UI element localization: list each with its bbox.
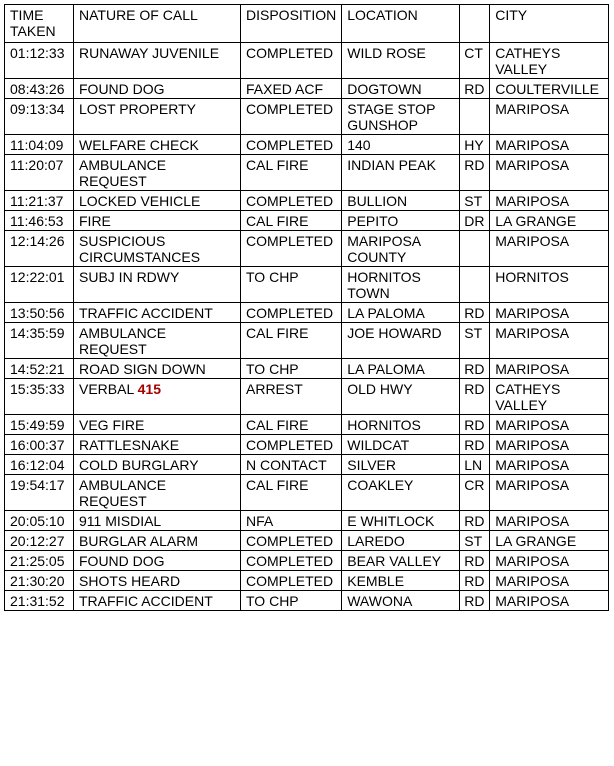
nature-cell	[74, 135, 241, 155]
suffix-cell-text: RD	[464, 573, 485, 589]
disposition-cell-text: COMPLETED	[246, 193, 334, 209]
location-cell	[342, 435, 460, 455]
disposition-cell-text: CAL FIRE	[246, 325, 309, 341]
table-row	[5, 231, 609, 267]
city-cell-text: MARIPOSA	[495, 593, 570, 609]
disposition-cell	[241, 591, 342, 611]
location-cell	[342, 455, 460, 475]
location-cell-text: KEMBLE	[347, 573, 405, 589]
nature-cell-text: FOUND DOG	[79, 81, 165, 97]
disposition-cell-text: CAL FIRE	[246, 213, 309, 229]
location-cell-text: HORNITOS	[347, 417, 421, 433]
nature-cell-text: FIRE	[79, 213, 111, 229]
table-row	[5, 267, 609, 303]
disposition-cell-text: COMPLETED	[246, 305, 334, 321]
city-cell-text: MARIPOSA	[495, 325, 570, 341]
nature-cell-text: LOST PROPERTY	[79, 101, 196, 117]
location-cell	[342, 43, 460, 79]
disposition-cell-text: COMPLETED	[246, 533, 334, 549]
disposition-cell-text: TO CHP	[246, 269, 299, 285]
disposition-cell	[241, 359, 342, 379]
time-cell-text: 15:49:59	[10, 417, 65, 433]
location-cell	[342, 79, 460, 99]
city-cell	[490, 455, 609, 475]
disposition-cell	[241, 415, 342, 435]
time-cell	[5, 475, 74, 511]
suffix-cell	[460, 303, 490, 323]
disposition-cell-text: COMPLETED	[246, 553, 334, 569]
table-row	[5, 191, 609, 211]
disposition-cell	[241, 455, 342, 475]
disposition-cell	[241, 551, 342, 571]
location-cell-text: SILVER	[347, 457, 396, 473]
nature-cell	[74, 79, 241, 99]
suffix-cell-text: RD	[464, 513, 485, 529]
location-cell	[342, 99, 460, 135]
city-cell-text: MARIPOSA	[495, 573, 570, 589]
table-row	[5, 415, 609, 435]
location-cell	[342, 155, 460, 191]
city-cell	[490, 99, 609, 135]
nature-cell-text: ROAD SIGN DOWN	[79, 361, 206, 377]
nature-cell-text: BURGLAR ALARM	[79, 533, 199, 549]
city-cell	[490, 531, 609, 551]
disposition-cell	[241, 135, 342, 155]
suffix-cell	[460, 455, 490, 475]
city-cell-text: MARIPOSA	[495, 513, 570, 529]
table-row	[5, 99, 609, 135]
disposition-cell	[241, 267, 342, 303]
nature-cell	[74, 191, 241, 211]
suffix-cell	[460, 135, 490, 155]
suffix-cell	[460, 79, 490, 99]
location-cell	[342, 359, 460, 379]
disposition-cell-text: COMPLETED	[246, 45, 334, 61]
location-cell	[342, 571, 460, 591]
table-row	[5, 79, 609, 99]
location-cell-text: WILDCAT	[347, 437, 410, 453]
suffix-cell-text: CR	[464, 477, 485, 493]
location-cell	[342, 135, 460, 155]
table-row	[5, 379, 609, 415]
city-cell	[490, 571, 609, 591]
nature-cell	[74, 475, 241, 511]
time-cell	[5, 359, 74, 379]
suffix-cell	[460, 475, 490, 511]
disposition-cell-text: COMPLETED	[246, 437, 334, 453]
city-cell	[490, 359, 609, 379]
time-cell-text: 12:22:01	[10, 269, 65, 285]
location-cell	[342, 211, 460, 231]
nature-cell	[74, 455, 241, 475]
location-cell-text: LA PALOMA	[347, 305, 425, 321]
nature-cell	[74, 267, 241, 303]
disposition-cell-text: CAL FIRE	[246, 477, 309, 493]
nature-cell-text: SUBJ IN RDWY	[79, 269, 180, 285]
location-cell-text: BEAR VALLEY	[347, 553, 442, 569]
nature-cell-text: RATTLESNAKE	[79, 437, 180, 453]
location-cell	[342, 551, 460, 571]
suffix-cell-text: HY	[464, 137, 484, 153]
time-cell-text: 14:35:59	[10, 325, 65, 341]
city-cell-text: MARIPOSA	[495, 305, 570, 321]
suffix-cell-text: RD	[464, 157, 485, 173]
city-cell-text: LA GRANGE	[495, 213, 577, 229]
suffix-cell	[460, 379, 490, 415]
time-cell-text: 20:12:27	[10, 533, 65, 549]
nature-cell-text: AMBULANCE REQUEST	[79, 325, 167, 357]
table-row	[5, 43, 609, 79]
nature-cell-text: SUSPICIOUS CIRCUMSTANCES	[79, 233, 201, 265]
location-cell	[342, 475, 460, 511]
suffix-cell-text: RD	[464, 417, 485, 433]
nature-cell	[74, 379, 241, 415]
time-cell-text: 11:21:37	[10, 193, 64, 209]
city-cell-text: MARIPOSA	[495, 157, 570, 173]
disposition-cell	[241, 511, 342, 531]
city-cell	[490, 475, 609, 511]
nature-cell-text: SHOTS HEARD	[79, 573, 181, 589]
location-cell	[342, 303, 460, 323]
city-cell-text: MARIPOSA	[495, 457, 570, 473]
time-cell	[5, 435, 74, 455]
nature-cell-text: AMBULANCE REQUEST	[79, 157, 167, 189]
disposition-cell-text: CAL FIRE	[246, 157, 309, 173]
disposition-cell	[241, 435, 342, 455]
suffix-cell	[460, 511, 490, 531]
suffix-cell-text: DR	[464, 213, 485, 229]
time-cell-text: 16:00:37	[10, 437, 65, 453]
city-cell	[490, 551, 609, 571]
city-cell	[490, 135, 609, 155]
nature-cell	[74, 591, 241, 611]
time-cell-text: 08:43:26	[10, 81, 65, 97]
location-cell-text: LA PALOMA	[347, 361, 425, 377]
suffix-cell	[460, 415, 490, 435]
suffix-cell	[460, 591, 490, 611]
disposition-cell	[241, 211, 342, 231]
header-time-taken: TIME TAKEN	[5, 5, 74, 43]
disposition-cell	[241, 323, 342, 359]
time-cell-text: 11:04:09	[10, 137, 64, 153]
nature-cell-text: LOCKED VEHICLE	[79, 193, 201, 209]
time-cell-text: 11:20:07	[10, 157, 64, 173]
location-cell-text: JOE HOWARD	[347, 325, 442, 341]
time-cell-text: 21:25:05	[10, 553, 65, 569]
city-cell-text: MARIPOSA	[495, 361, 570, 377]
time-cell	[5, 211, 74, 231]
call-log-document	[4, 4, 609, 611]
suffix-cell-text: RD	[464, 361, 485, 377]
disposition-cell	[241, 79, 342, 99]
time-cell	[5, 591, 74, 611]
header-disposition: DISPOSITION	[241, 5, 342, 43]
location-cell-text: COAKLEY	[347, 477, 414, 493]
suffix-cell	[460, 43, 490, 79]
location-cell-text: E WHITLOCK	[347, 513, 435, 529]
table-row	[5, 211, 609, 231]
location-cell	[342, 191, 460, 211]
suffix-cell-text: RD	[464, 81, 485, 97]
nature-cell-text: RUNAWAY JUVENILE	[79, 45, 220, 61]
city-cell	[490, 511, 609, 531]
time-cell	[5, 135, 74, 155]
table-row	[5, 511, 609, 531]
suffix-cell	[460, 323, 490, 359]
table-row	[5, 551, 609, 571]
suffix-cell	[460, 435, 490, 455]
location-cell-text: OLD HWY	[347, 381, 413, 397]
table-row	[5, 303, 609, 323]
time-cell	[5, 571, 74, 591]
header-row	[5, 5, 609, 43]
time-cell-text: 11:46:53	[10, 213, 64, 229]
table-row	[5, 135, 609, 155]
city-cell-text: MARIPOSA	[495, 477, 570, 493]
nature-cell	[74, 155, 241, 191]
city-cell-text: MARIPOSA	[495, 417, 570, 433]
city-cell	[490, 211, 609, 231]
city-cell	[490, 323, 609, 359]
location-cell-text: DOGTOWN	[347, 81, 422, 97]
nature-cell	[74, 231, 241, 267]
header-city: CITY	[490, 5, 609, 43]
disposition-cell-text: COMPLETED	[246, 137, 334, 153]
location-cell	[342, 415, 460, 435]
city-cell	[490, 267, 609, 303]
disposition-cell	[241, 99, 342, 135]
nature-cell-text: TRAFFIC ACCIDENT	[79, 305, 213, 321]
nature-cell	[74, 211, 241, 231]
disposition-cell-text: TO CHP	[246, 361, 299, 377]
call-log-table	[4, 4, 609, 611]
location-cell	[342, 379, 460, 415]
location-cell-text: BULLION	[347, 193, 408, 209]
city-cell	[490, 303, 609, 323]
time-cell-text: 21:31:52	[10, 593, 65, 609]
disposition-cell	[241, 43, 342, 79]
table-row	[5, 571, 609, 591]
city-cell-text: MARIPOSA	[495, 101, 570, 117]
suffix-cell	[460, 191, 490, 211]
header-street-suffix	[460, 5, 490, 43]
nature-cell	[74, 99, 241, 135]
city-cell-text: MARIPOSA	[495, 233, 570, 249]
nature-cell-text: TRAFFIC ACCIDENT	[79, 593, 213, 609]
suffix-cell-text: LN	[464, 457, 483, 473]
nature-cell-text: VEG FIRE	[79, 417, 145, 433]
time-cell	[5, 551, 74, 571]
city-cell-text: MARIPOSA	[495, 437, 570, 453]
location-cell-text: HORNITOS TOWN	[347, 269, 421, 301]
city-cell-text: HORNITOS	[495, 269, 569, 285]
table-row	[5, 155, 609, 191]
time-cell	[5, 511, 74, 531]
nature-cell	[74, 571, 241, 591]
nature-cell	[74, 359, 241, 379]
nature-cell	[74, 551, 241, 571]
city-cell	[490, 79, 609, 99]
time-cell	[5, 191, 74, 211]
nature-cell	[74, 435, 241, 455]
city-cell-text: MARIPOSA	[495, 193, 570, 209]
suffix-cell-text: CT	[464, 45, 483, 61]
suffix-cell-text: RD	[464, 593, 485, 609]
nature-cell	[74, 323, 241, 359]
city-cell	[490, 415, 609, 435]
time-cell	[5, 267, 74, 303]
disposition-cell-text: TO CHP	[246, 593, 299, 609]
time-cell-text: 12:14:26	[10, 233, 65, 249]
location-cell	[342, 531, 460, 551]
location-cell-text: STAGE STOP GUNSHOP	[347, 101, 436, 133]
suffix-cell	[460, 267, 490, 303]
nature-cell	[74, 531, 241, 551]
time-cell-text: 15:35:33	[10, 381, 65, 397]
disposition-cell-text: ARREST	[246, 381, 303, 397]
disposition-cell	[241, 155, 342, 191]
time-cell	[5, 415, 74, 435]
time-cell	[5, 303, 74, 323]
suffix-cell	[460, 211, 490, 231]
time-cell	[5, 99, 74, 135]
table-row	[5, 531, 609, 551]
suffix-cell	[460, 531, 490, 551]
time-cell-text: 19:54:17	[10, 477, 65, 493]
disposition-cell	[241, 475, 342, 511]
city-cell	[490, 435, 609, 455]
time-cell	[5, 531, 74, 551]
time-cell	[5, 43, 74, 79]
time-cell	[5, 79, 74, 99]
nature-cell-text: VERBAL	[79, 381, 134, 397]
nature-cell-text: FOUND DOG	[79, 553, 165, 569]
nature-cell-text: AMBULANCE REQUEST	[79, 477, 167, 509]
disposition-cell	[241, 231, 342, 267]
location-cell	[342, 511, 460, 531]
nature-cell-text: WELFARE CHECK	[79, 137, 199, 153]
suffix-cell	[460, 571, 490, 591]
disposition-cell	[241, 303, 342, 323]
location-cell-text: LAREDO	[347, 533, 405, 549]
call-log-rows	[5, 43, 609, 611]
nature-cell	[74, 511, 241, 531]
time-cell	[5, 379, 74, 415]
suffix-cell-text: ST	[464, 533, 483, 549]
table-row	[5, 359, 609, 379]
disposition-cell-text: CAL FIRE	[246, 417, 309, 433]
city-cell	[490, 155, 609, 191]
disposition-cell-text: COMPLETED	[246, 101, 334, 117]
time-cell-text: 13:50:56	[10, 305, 65, 321]
disposition-cell-text: COMPLETED	[246, 233, 334, 249]
nature-code-highlight: 415	[137, 381, 161, 397]
header-location: LOCATION	[342, 5, 460, 43]
disposition-cell-text: FAXED ACF	[246, 81, 324, 97]
suffix-cell	[460, 359, 490, 379]
disposition-cell	[241, 571, 342, 591]
disposition-cell-text: N CONTACT	[246, 457, 327, 473]
time-cell-text: 14:52:21	[10, 361, 65, 377]
city-cell	[490, 231, 609, 267]
location-cell-text: INDIAN PEAK	[347, 157, 436, 173]
time-cell	[5, 155, 74, 191]
city-cell-text: CATHEYS VALLEY	[495, 381, 561, 413]
suffix-cell	[460, 99, 490, 135]
city-cell	[490, 379, 609, 415]
suffix-cell-text: ST	[464, 325, 483, 341]
city-cell-text: MARIPOSA	[495, 553, 570, 569]
city-cell-text: COULTERVILLE	[495, 81, 599, 97]
time-cell	[5, 455, 74, 475]
table-row	[5, 435, 609, 455]
disposition-cell	[241, 531, 342, 551]
suffix-cell-text: RD	[464, 437, 485, 453]
location-cell-text: MARIPOSA COUNTY	[347, 233, 421, 265]
city-cell	[490, 191, 609, 211]
location-cell-text: 140	[347, 137, 371, 153]
suffix-cell-text: RD	[464, 381, 485, 397]
disposition-cell-text: COMPLETED	[246, 573, 334, 589]
city-cell-text: LA GRANGE	[495, 533, 577, 549]
nature-cell	[74, 43, 241, 79]
time-cell-text: 21:30:20	[10, 573, 65, 589]
location-cell-text: WILD ROSE	[347, 45, 426, 61]
location-cell	[342, 323, 460, 359]
nature-cell	[74, 415, 241, 435]
disposition-cell	[241, 191, 342, 211]
nature-cell-text: 911 MISDIAL	[79, 513, 162, 529]
suffix-cell-text: ST	[464, 193, 483, 209]
time-cell-text: 20:05:10	[10, 513, 65, 529]
suffix-cell	[460, 231, 490, 267]
table-row	[5, 591, 609, 611]
nature-cell-text: COLD BURGLARY	[79, 457, 199, 473]
location-cell	[342, 231, 460, 267]
time-cell	[5, 231, 74, 267]
time-cell-text: 01:12:33	[10, 45, 65, 61]
location-cell-text: WAWONA	[347, 593, 413, 609]
suffix-cell-text: RD	[464, 553, 485, 569]
location-cell	[342, 591, 460, 611]
time-cell-text: 16:12:04	[10, 457, 65, 473]
time-cell	[5, 323, 74, 359]
city-cell-text: CATHEYS VALLEY	[495, 45, 561, 77]
disposition-cell-text: NFA	[246, 513, 274, 529]
disposition-cell	[241, 379, 342, 415]
location-cell-text: PEPITO	[347, 213, 399, 229]
suffix-cell	[460, 551, 490, 571]
time-cell-text: 09:13:34	[10, 101, 65, 117]
location-cell	[342, 267, 460, 303]
table-row	[5, 323, 609, 359]
suffix-cell-text: RD	[464, 305, 485, 321]
table-row	[5, 455, 609, 475]
header-nature-of-call: NATURE OF CALL	[74, 5, 241, 43]
city-cell-text: MARIPOSA	[495, 137, 570, 153]
city-cell	[490, 591, 609, 611]
suffix-cell	[460, 155, 490, 191]
city-cell	[490, 43, 609, 79]
table-row	[5, 475, 609, 511]
nature-cell	[74, 303, 241, 323]
